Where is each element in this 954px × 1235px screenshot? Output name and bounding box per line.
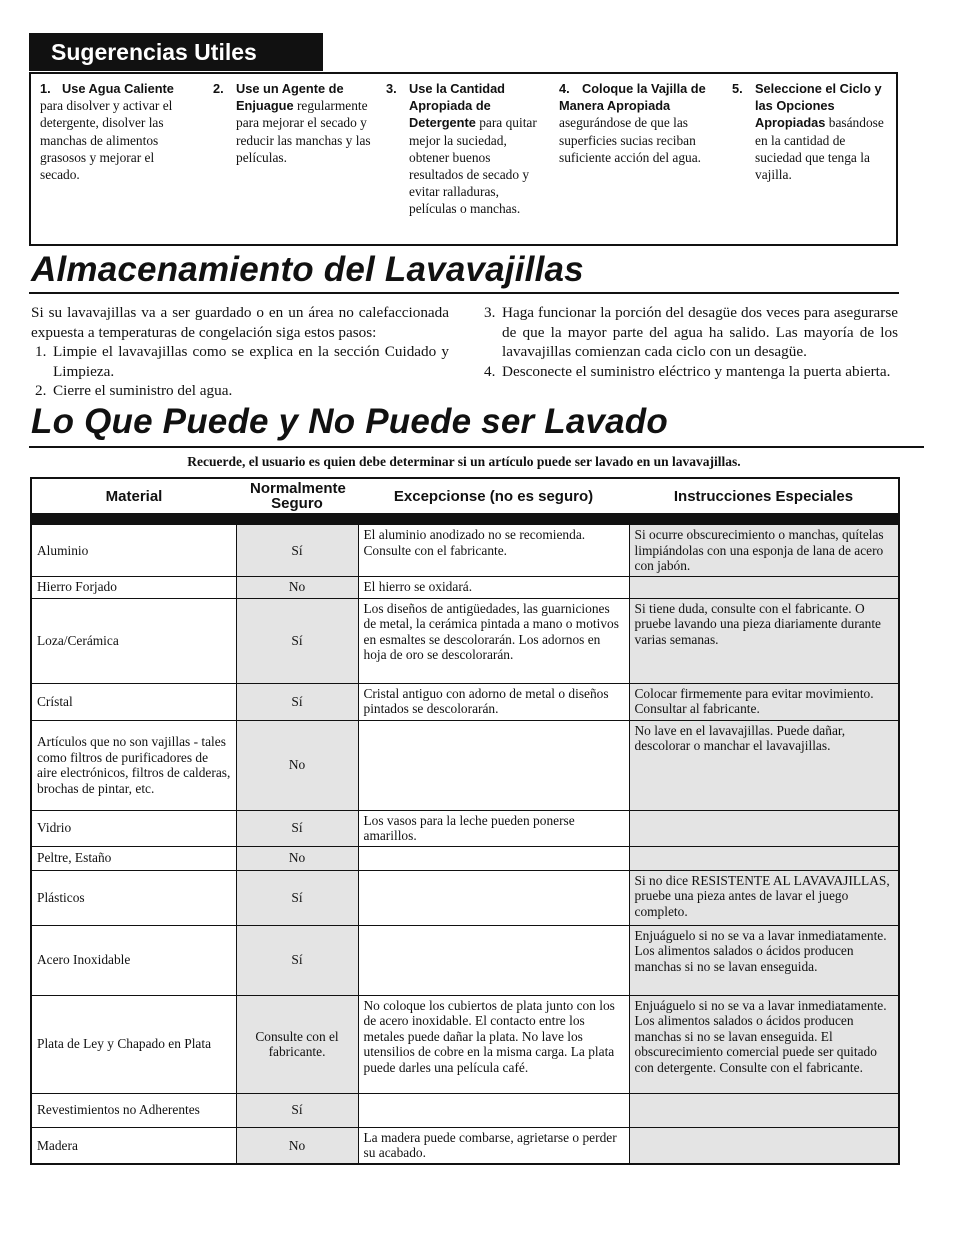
material-cell: Acero Inoxidable [31, 925, 236, 995]
table-row [31, 1093, 899, 1127]
tip-number: 2. [213, 81, 224, 96]
tip-text: asegurándose de que las superficies sucias reciban suficiente acción del agua. [559, 115, 702, 165]
table-row [31, 598, 899, 683]
washable-table [30, 477, 900, 1165]
tip-bold: Seleccione el Ciclo y las Opciones Apropiadas [755, 81, 882, 131]
exceptions-cell: La madera puede combarse, agrietarse o perder su acabado. [358, 1127, 629, 1164]
material-cell: Crístal [31, 683, 236, 720]
tip-number: 3. [386, 81, 397, 96]
instructions-cell [629, 576, 899, 598]
table-row [31, 846, 899, 870]
tip-1 [40, 80, 195, 183]
safe-cell: Sí [236, 810, 358, 846]
tip-text: regularmente para mejorar el secado y reducir las manchas y las películas. [236, 98, 371, 165]
table-row [31, 925, 899, 995]
header-safe: Normalmente Seguro [236, 478, 358, 513]
header-material: Material [31, 478, 236, 513]
instructions-cell: Si no dice RESISTENTE AL LAVAVAJILLAS, pruebe una pieza antes de lavar el juego completo. [629, 870, 899, 925]
exceptions-cell [358, 846, 629, 870]
safe-cell: No [236, 1127, 358, 1164]
tip-number: 5. [732, 81, 743, 96]
safe-cell: Sí [236, 1093, 358, 1127]
exceptions-cell [358, 1093, 629, 1127]
table-row [31, 720, 899, 810]
safe-cell: No [236, 576, 358, 598]
exceptions-cell [358, 720, 629, 810]
storage-step [480, 362, 898, 382]
exceptions-cell: Los vasos para la leche pueden ponerse amarillos. [358, 810, 629, 846]
table-row [31, 576, 899, 598]
storage-rule [29, 292, 899, 294]
step-text: Desconecte el suministro eléctrico y mantenga la puerta abierta. [502, 362, 891, 380]
safe-cell: Sí [236, 598, 358, 683]
step-number: 1. [35, 343, 47, 360]
tip-bold: Use la Cantidad Apropiada de Detergente [409, 81, 506, 131]
instructions-cell: Si tiene duda, consulte con el fabricante. O pruebe lavando una pieza diariamente durante varias semanas. [629, 598, 899, 683]
washable-heading: Lo Que Puede y No Puede ser Lavado [31, 402, 668, 441]
header-bar [31, 513, 899, 524]
tip-5 [732, 80, 892, 183]
safe-cell: No [236, 846, 358, 870]
washable-reminder: Recuerde, el usuario es quien debe determinar si un artículo puede ser lavado en un lavavajillas. [187, 454, 741, 469]
tip-2 [213, 80, 373, 166]
instructions-cell: Enjuáguelo si no se va a lavar inmediatamente. Los alimentos salados o ácidos producen manchas si no se lavan enseguida. El obscurecimiento comercial puede ser quitado con detergente. Consulte con el fabricante. [629, 995, 899, 1093]
safe-cell: Consulte con el fabricante. [236, 995, 358, 1093]
step-number: 2. [35, 382, 47, 399]
tip-text: para quitar mejor la suciedad, obtener buenos resultados de secado y evitar ralladuras, películas o manchas. [409, 115, 537, 217]
safe-cell: Sí [236, 925, 358, 995]
header-instructions: Instrucciones Especiales [629, 478, 899, 513]
washable-rule [29, 446, 924, 448]
safe-cell: Sí [236, 683, 358, 720]
step-text: Cierre el suministro del agua. [53, 382, 233, 399]
step-text: Limpie el lavavajillas como se explica en la sección Cuidado y Limpieza. [53, 343, 449, 380]
material-cell: Artículos que no son vajillas - tales como filtros de purificadores de aire electrónicos, filtros de calderas, brochas de pintar, etc. [31, 720, 236, 810]
tip-number: 4. [559, 81, 570, 96]
tip-text: para disolver y activar el detergente, disolver las manchas de alimentos grasosos y mejorar el secado. [40, 98, 173, 183]
instructions-cell [629, 810, 899, 846]
instructions-cell: No lave en el lavavajillas. Puede dañar, descolorar o manchar el lavavajillas. [629, 720, 899, 810]
tip-text: basándose en la cantidad de suciedad que tenga la vajilla. [755, 115, 884, 183]
tip-bold: Use un Agente de Enjuague [236, 81, 344, 114]
instructions-cell [629, 1127, 899, 1164]
exceptions-cell: El aluminio anodizado no se recomienda. Consulte con el fabricante. [358, 524, 629, 576]
instructions-cell: Enjuáguelo si no se va a lavar inmediatamente. Los alimentos salados o ácidos producen manchas si no se lavan enseguida. [629, 925, 899, 995]
material-cell: Loza/Cerámica [31, 598, 236, 683]
header-exceptions: Excepcionse (no es seguro) [358, 478, 629, 513]
material-cell: Hierro Forjado [31, 576, 236, 598]
table-row [31, 1127, 899, 1164]
tip-bold: Coloque la Vajilla de Manera Apropiada [559, 81, 706, 114]
storage-left-column [31, 303, 449, 401]
storage-step [31, 381, 449, 401]
exceptions-cell: El hierro se oxidará. [358, 576, 629, 598]
step-number: 3. [484, 304, 496, 321]
material-cell: Plata de Ley y Chapado en Plata [31, 995, 236, 1093]
tip-3 [386, 80, 546, 218]
safe-cell: Sí [236, 870, 358, 925]
storage-step [31, 342, 449, 381]
material-cell: Madera [31, 1127, 236, 1164]
exceptions-cell: Los diseños de antigüedades, las guarniciones de metal, la cerámica pintada a mano o motivos en esmaltes se descolorarán. Los adornos en hoja de oro se descolorarán. [358, 598, 629, 683]
material-cell: Aluminio [31, 524, 236, 576]
material-cell: Plásticos [31, 870, 236, 925]
table-row [31, 683, 899, 720]
instructions-cell [629, 846, 899, 870]
tip-4 [559, 80, 716, 166]
tip-number: 1. [40, 81, 51, 96]
tips-heading: Sugerencias Utiles [29, 33, 323, 71]
material-cell: Vidrio [31, 810, 236, 846]
exceptions-cell: No coloque los cubiertos de plata junto con los de acero inoxidable. El contacto entre los metales puede dañar la plata. No lave los utensilios de cobre en la misma carga. La plata puede darles una película café. [358, 995, 629, 1093]
step-number: 4. [484, 362, 496, 380]
table-row [31, 524, 899, 576]
table-row [31, 995, 899, 1093]
exceptions-cell [358, 870, 629, 925]
material-cell: Peltre, Estaño [31, 846, 236, 870]
storage-right-column [480, 303, 898, 381]
tip-bold: Use Agua Caliente [62, 81, 174, 96]
step-text: Haga funcionar la porción del desagüe dos veces para asegurarse de que la mayor parte del agua ha salido. Las mayoría de los lavavajillas comienzan cada ciclo con un desagüe. [502, 304, 898, 360]
material-cell: Revestimientos no Adherentes [31, 1093, 236, 1127]
safe-cell: No [236, 720, 358, 810]
safe-cell: Sí [236, 524, 358, 576]
instructions-cell: Si ocurre obscurecimiento o manchas, quítelas limpiándolas con una esponja de lana de acero con jabón. [629, 524, 899, 576]
storage-heading: Almacenamiento del Lavavajillas [31, 250, 584, 289]
instructions-cell [629, 1093, 899, 1127]
exceptions-cell [358, 925, 629, 995]
table-row [31, 810, 899, 846]
storage-intro: Si su lavavajillas va a ser guardado o en un área no calefaccionada expuesta a temperaturas de congelación siga estos pasos: [31, 304, 449, 341]
table-header-row [31, 478, 899, 513]
exceptions-cell: Cristal antiguo con adorno de metal o diseños pintados se descolorarán. [358, 683, 629, 720]
table-row [31, 870, 899, 925]
storage-step [480, 303, 898, 362]
instructions-cell: Colocar firmemente para evitar movimiento. Consultar al fabricante. [629, 683, 899, 720]
